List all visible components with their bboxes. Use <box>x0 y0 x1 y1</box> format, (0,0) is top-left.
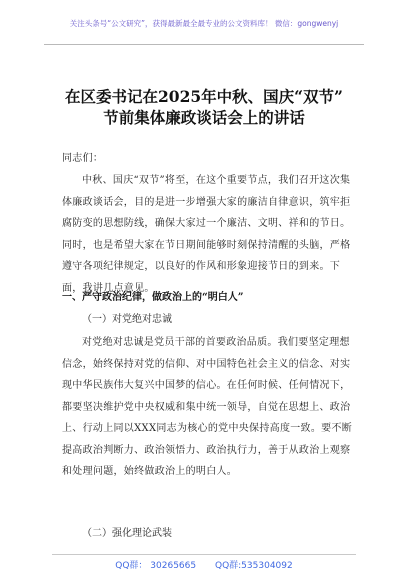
footer-qq-group-2: QQ群:535304092 <box>214 561 293 571</box>
footer-qq-group-1: QQ群： 30265665 <box>115 561 197 571</box>
header-divider <box>44 44 364 45</box>
footer <box>0 558 408 571</box>
document-title <box>20 86 388 128</box>
paragraph-loyalty: 对党绝对忠诚是党员干部的首要政治品质。我们要坚定理想信念，始终保持对党的信仰、对中国特色社会主义的信念、对实现中华民族伟大复兴中国梦的信心。在任何时候、任何情况下，都要坚决维护党中央权威和集中统一领导，自觉在思想上、政治上、行动上同以XXX同志为核心的党中央保持高度一致。要不断提高政治判断力、政治领悟力、政治执行力，善于从政治上观察和处理问题，始终做政治上的明白人。 <box>62 337 353 477</box>
subheading-theory: （二）强化理论武装 <box>82 528 172 539</box>
section-heading-1: 一、严守政治纪律，做政治上的“明白人” <box>62 292 244 303</box>
footer-divider <box>52 554 356 555</box>
title-line-2: 节前集体廉政谈话会上的讲话 <box>103 108 305 127</box>
salutation: 同志们： <box>62 153 104 164</box>
subheading-loyalty: （一）对党绝对忠诚 <box>82 314 172 325</box>
header-banner: 关注头条号“公文研究”，获得最新最全最专业的公文资料库！ 微信：gongwenyj <box>69 19 339 28</box>
title-line-1: 在区委书记在2025年中秋、国庆“双节” <box>65 87 343 106</box>
paragraph-intro: 中秋、国庆“双节”将至，在这个重要节点，我们召开这次集体廉政谈话会，目的是进一步增强大家的廉洁自律意识，筑牢拒腐防变的思想防线，确保大家过一个廉洁、文明、祥和的节日。同时，也是希望大家在节日期间能够时刻保持清醒的头脑，严格遵守各项纪律规定，以良好的作风和形象迎接节日的到来。下面，我讲几点意见。 <box>62 175 351 294</box>
